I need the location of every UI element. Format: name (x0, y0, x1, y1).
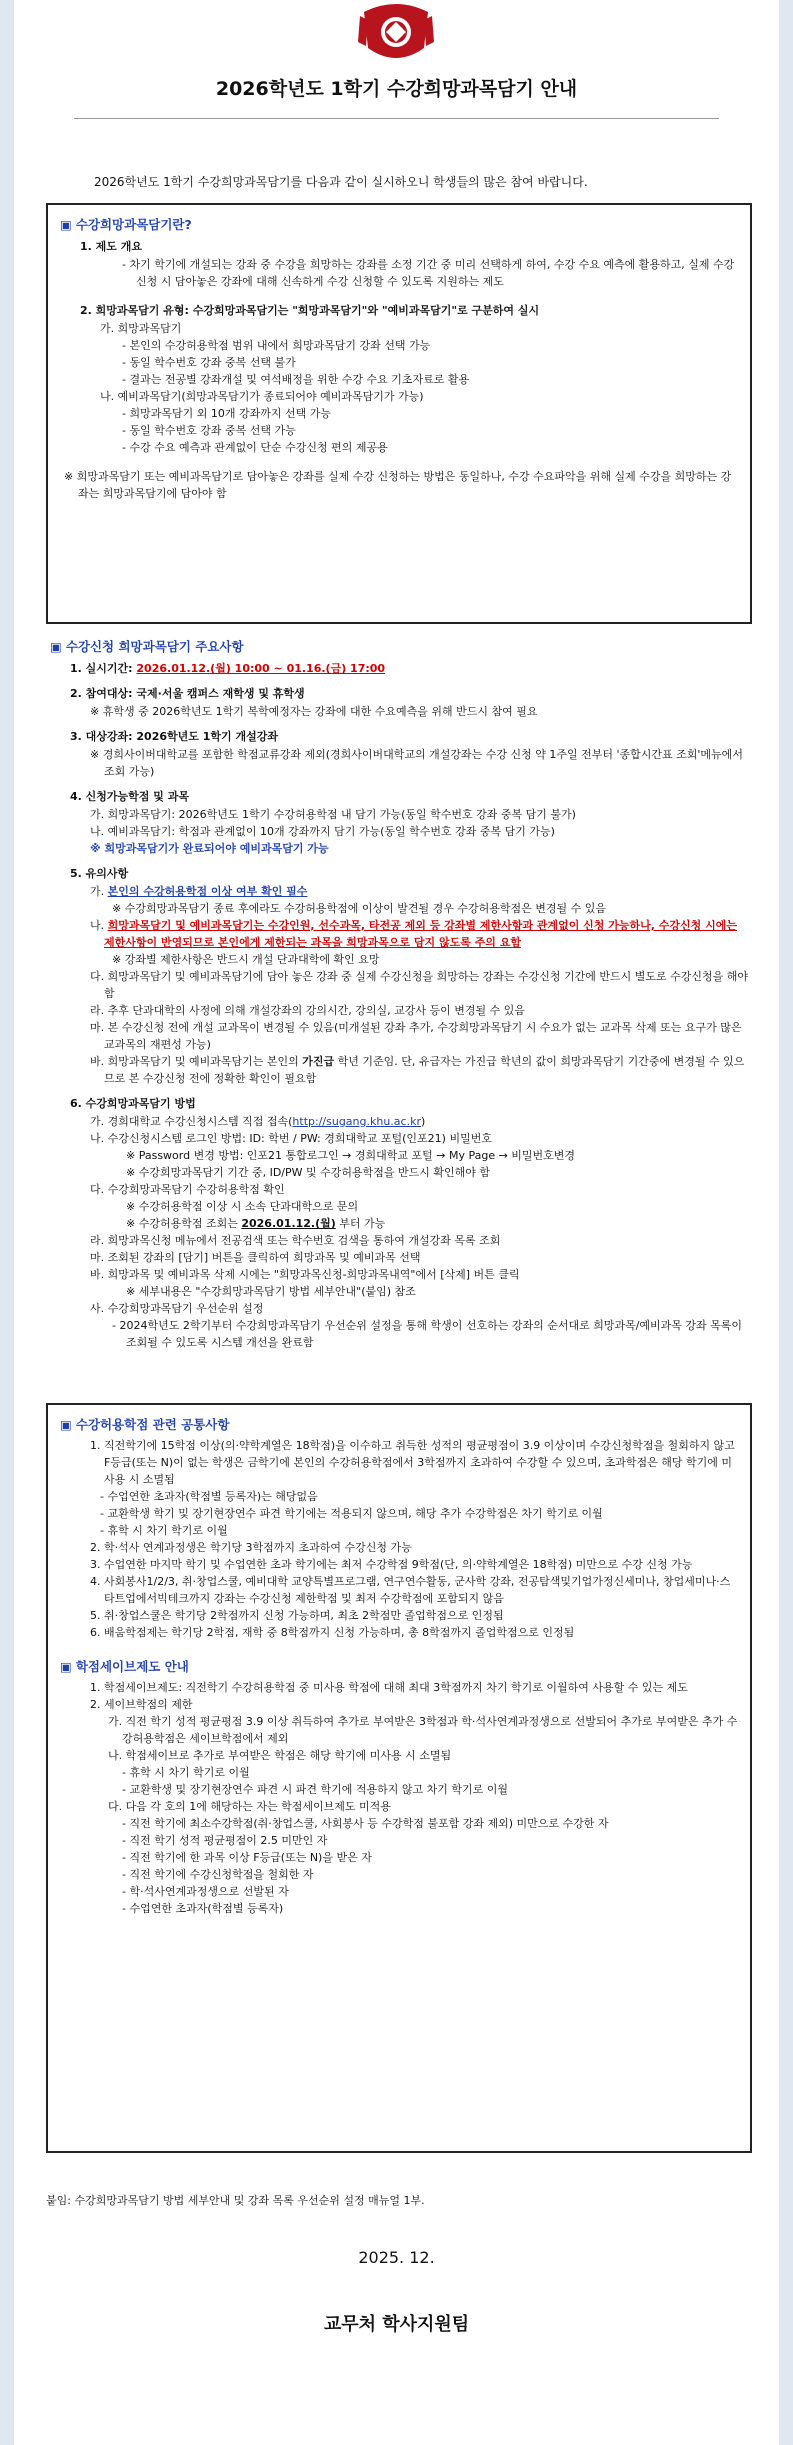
attachment-note: 붙임: 수강희망과목담기 방법 세부안내 및 강좌 목록 우선순위 설정 매뉴얼 1부. (46, 2194, 425, 2207)
list-item: - 동일 학수번호 강좌 중복 선택 불가 (122, 356, 296, 369)
list-item: - 직전 학기에 최소수강학점(취·창업스쿨, 사회봉사 등 수강학점 불포함 강좌 제외) 미만으로 수강한 자 (122, 1817, 609, 1830)
credits-common-4: 4. 사회봉사1/2/3, 취·창업스쿨, 예비대학 교양특별프로그램, 연구연수활동, 군사학 강좌, 전공탐색및기업가정신세미나, 창업세미나·스타트업에서빅테크까지 강좌는 수강신청 제한학점 및 최저 수강학점에 포함되지 않음 (90, 1575, 731, 1605)
period-item: 1. 실시기간: 2026.01.12.(월) 10:00 ~ 01.16.(금) 17:00 (70, 662, 386, 675)
square-bullet-icon: ▣ (50, 639, 62, 654)
credits-common-6: 6. 배움학점제는 학기당 2학점, 재학 중 8학점까지 신청 가능하며, 총 8학점까지 졸업학점으로 인정됨 (90, 1626, 575, 1639)
main-items-section (46, 637, 752, 1351)
university-seal-icon (358, 2, 434, 64)
method-ma: 마. 조회된 강좌의 [담기] 버튼을 클릭하여 희망과목 및 예비과목 선택 (90, 1251, 421, 1264)
credits-heading: ▣ 수강허용학점 관련 공통사항 (60, 1417, 230, 1432)
main-items-heading: ▣ 수강신청 희망과목담기 주요사항 (50, 639, 244, 654)
caution-item: 5. 유의사항 (70, 867, 129, 880)
list-item: - 직전 학기 성적 평균평점이 2.5 미만인 자 (122, 1834, 328, 1847)
overview-item-1: 1. 제도 개요 (80, 240, 142, 253)
sugang-link[interactable]: http://sugang.khu.ac.kr (292, 1115, 421, 1128)
square-bullet-icon: ▣ (60, 217, 72, 232)
list-item: - 결과는 전공별 강좌개설 및 여석배정을 위한 수강 수요 기초자료로 활용 (122, 373, 470, 386)
list-item: - 본인의 수강허용학점 범위 내에서 희망과목담기 강좌 선택 가능 (122, 339, 431, 352)
issuer-signature: 교무처 학사지원팀 (323, 2314, 470, 2335)
credits-common-1: 1. 직전학기에 15학점 이상(의·약학계열은 18학점)을 이수하고 취득한 성적의 평균평점이 3.9 이상이며 수강신청학점을 철회하지 않고 F등급(또는 N)이 없는 학생은 금학기에 본인의 수강허용학점에서 3학점까지 초과하여 수강할 수 있으며, 초과학점은 해당 학기에 미사용 시 소멸됨 (90, 1439, 735, 1486)
method-da-note-1: ※ 수강허용학점 이상 시 소속 단과대학으로 문의 (126, 1200, 359, 1213)
save-item-2-na: 나. 학점세이브로 추가로 부여받은 학점은 해당 학기에 미사용 시 소멸됨 (108, 1749, 452, 1762)
save-heading: ▣ 학점세이브제도 안내 (60, 1659, 189, 1674)
credits-note: ※ 희망과목담기가 완료되어야 예비과목담기 가능 (90, 842, 329, 855)
list-item: - 휴학 시 차기 학기로 이월 (100, 1524, 228, 1537)
method-da: 다. 수강희망과목담기 수강허용학점 확인 (90, 1183, 285, 1196)
notice-page (14, 0, 779, 2445)
caution-ga: 가. 본인의 수강허용학점 이상 여부 확인 필수 (90, 885, 308, 898)
caution-ma: 마. 본 수강신청 전에 개설 교과목이 변경될 수 있음(미개설된 강좌 추가, 수강희망과목담기 시 수요가 없는 교과목 삭제 또는 요구가 많은 교과목의 재편성 가능) (90, 1021, 742, 1051)
target-note: ※ 휴학생 중 2026학년도 1학기 복학예정자는 강좌에 대한 수요예측을 위해 반드시 참여 필요 (90, 705, 538, 718)
course-note: ※ 경희사이버대학교를 포함한 학점교류강좌 제외(경희사이버대학교의 개설강좌는 수강 신청 약 1주일 전부터 '종합시간표 조회'메뉴에서 조회 가능) (90, 748, 743, 778)
credits-common-3: 3. 수업연한 마지막 학기 및 수업연한 초과 학기에는 최저 수강학점 9학점(단, 의·약학계열은 18학점) 미만으로 수강 신청 가능 (90, 1558, 693, 1571)
list-item: - 직전 학기에 한 과목 이상 F등급(또는 N)을 받은 자 (122, 1851, 372, 1864)
target-item: 2. 참여대상: 국제·서울 캠퍼스 재학생 및 휴학생 (70, 687, 305, 700)
method-ga: 가. 경희대학교 수강신청시스템 직접 접속(http://sugang.khu.ac.kr) (90, 1115, 426, 1128)
issue-date: 2025. 12. (358, 2248, 435, 2267)
list-item: - 수강 수요 예측과 관계없이 단순 수강신청 편의 제공용 (122, 441, 388, 454)
credits-box (46, 1403, 752, 2153)
caution-ga-note: ※ 수강희망과목담기 종료 후에라도 수강허용학점에 이상이 발견될 경우 수강허용학점은 변경될 수 있음 (112, 902, 606, 915)
list-item: - 직전 학기에 수강신청학점을 철회한 자 (122, 1868, 314, 1881)
method-da-note-2: ※ 수강허용학점 조회는 2026.01.12.(월) 부터 가능 (126, 1217, 386, 1230)
overview-item-2-na: 나. 예비과목담기(희망과목담기가 종료되어야 예비과목담기가 가능) (100, 390, 424, 403)
method-na-note-1: ※ Password 변경 방법: 인포21 통합로그인 → 경희대학교 포털 → My Page → 비밀번호변경 (126, 1149, 576, 1162)
caution-na-note: ※ 강좌별 제한사항은 반드시 개설 단과대학에 확인 요망 (112, 953, 380, 966)
caution-ra: 라. 추후 단과대학의 사정에 의해 개설강좌의 강의시간, 강의실, 교강사 등이 변경될 수 있음 (90, 1004, 525, 1017)
method-ra: 라. 희망과목신청 메뉴에서 전공검색 또는 학수번호 검색을 통하여 개설강좌 목록 조회 (90, 1234, 501, 1247)
overview-item-2-ga: 가. 희망과목담기 (100, 322, 182, 335)
caution-da: 다. 희망과목담기 및 예비과목담기에 담아 놓은 강좌 중 실제 수강신청을 희망하는 강좌는 수강신청 기간에 반드시 별도로 수강신청을 해야 함 (90, 970, 748, 1000)
list-item: - 교환학생 학기 및 장기현장연수 파견 학기에는 적용되지 않으며, 해당 추가 수강학점은 차기 학기로 이월 (100, 1507, 603, 1520)
overview-box (46, 203, 752, 624)
list-item: - 교환학생 및 장기현장연수 파견 시 파견 학기에 적용하지 않고 차기 학기로 이월 (122, 1783, 508, 1796)
page-title: 2026학년도 1학기 수강희망과목담기 안내 (215, 78, 578, 100)
square-bullet-icon: ▣ (60, 1659, 72, 1674)
save-item-1: 1. 학점세이브제도: 직전학기 수강허용학점 중 미사용 학점에 대해 최대 3학점까지 차기 학기로 이월하여 사용할 수 있는 제도 (90, 1681, 688, 1694)
credits-item: 4. 신청가능학점 및 과목 (70, 790, 189, 803)
method-sa-text: - 2024학년도 2학기부터 수강희망과목담기 우선순위 설정을 통해 학생이 선호하는 강좌의 순서대로 희망과목/예비과목 강좌 목록이 조회될 수 있도록 시스템 개선을 완료함 (112, 1319, 743, 1349)
method-sa: 사. 수강희망과목담기 우선순위 설정 (90, 1302, 264, 1315)
overview-heading: ▣ 수강희망과목담기란? (60, 217, 192, 232)
list-item: - 학·석사연계과정생으로 선발된 자 (122, 1885, 289, 1898)
caution-ba: 바. 희망과목담기 및 예비과목담기는 본인의 가진급 학년 기준임. 단, 유급자는 가진급 학년의 값이 희망과목담기 기간중에 변경될 수 있으므로 본 수강신청 전에 정확한 확인이 필요함 (90, 1055, 745, 1085)
list-item: - 수업연한 초과자(학점별 등록자) (122, 1902, 284, 1915)
course-item: 3. 대상강좌: 2026학년도 1학기 개설강좌 (70, 730, 278, 743)
overview-item-2: 2. 희망과목담기 유형: 수강희망과목담기는 "희망과목담기"와 "예비과목담기"로 구분하여 실시 (80, 304, 540, 317)
credits-na: 나. 예비과목담기: 학점과 관계없이 10개 강좌까지 담기 가능(동일 학수번호 강좌 중복 담기 가능) (90, 825, 555, 838)
credits-ga: 가. 희망과목담기: 2026학년도 1학기 수강허용학점 내 담기 가능(동일 학수번호 강좌 중복 담기 불가) (90, 808, 576, 821)
method-ba: 바. 희망과목 및 예비과목 삭제 시에는 "희망과목신청-희망과목내역"에서 [삭제] 버튼 클릭 (90, 1268, 520, 1281)
credits-common-2: 2. 학·석사 연계과정생은 학기당 3학점까지 초과하여 수강신청 가능 (90, 1541, 412, 1554)
list-item: - 휴학 시 차기 학기로 이월 (122, 1766, 250, 1779)
overview-note: ※ 희망과목담기 또는 예비과목담기로 담아놓은 강좌를 실제 수강 신청하는 방법은 동일하나, 수강 수요파악을 위해 실제 수강을 희망하는 강좌는 희망과목담기에 담아야 함 (64, 470, 732, 500)
save-item-2-da: 다. 다음 각 호의 1에 해당하는 자는 학점세이브제도 미적용 (108, 1800, 391, 1813)
method-na: 나. 수강신청시스템 로그인 방법: ID: 학번 / PW: 경희대학교 포털(인포21) 비밀번호 (90, 1132, 492, 1145)
square-bullet-icon: ▣ (60, 1417, 72, 1432)
intro-text: 2026학년도 1학기 수강희망과목담기를 다음과 같이 실시하오니 학생들의 많은 참여 바랍니다. (94, 175, 588, 189)
list-item: - 수업연한 초과자(학점별 등록자)는 해당없음 (100, 1490, 318, 1503)
method-ba-note: ※ 세부내용은 "수강희망과목담기 방법 세부안내"(붙임) 참조 (126, 1285, 416, 1298)
list-item: - 희망과목담기 외 10개 강좌까지 선택 가능 (122, 407, 331, 420)
credits-common-5: 5. 취·창업스쿨은 학기당 2학점까지 신청 가능하며, 최초 2학점만 졸업학점으로 인정됨 (90, 1609, 504, 1622)
overview-item-1-text: - 차기 학기에 개설되는 강좌 중 수강을 희망하는 강좌를 소정 기간 중 미리 선택하게 하여, 수강 수요 예측에 활용하고, 실제 수강신청 시 담아놓은 강좌에 대해 신속하게 수강 신청할 수 있도록 지원하는 제도 (122, 258, 735, 288)
title-divider (74, 118, 719, 119)
method-item: 6. 수강희망과목담기 방법 (70, 1097, 196, 1110)
method-na-note-2: ※ 수강희망과목담기 기간 중, ID/PW 및 수강허용학점을 반드시 확인해야 함 (126, 1166, 491, 1179)
list-item: - 동일 학수번호 강좌 중복 선택 가능 (122, 424, 296, 437)
save-item-2: 2. 세이브학점의 제한 (90, 1698, 193, 1711)
period-value: 2026.01.12.(월) 10:00 ~ 01.16.(금) 17:00 (136, 662, 386, 675)
save-item-2-ga: 가. 직전 학기 성적 평균평점 3.9 이상 취득하여 추가로 부여받은 3학점과 학·석사연계과정생으로 선발되어 추가로 부여받은 추가 수강허용학점은 세이브학점에서 제외 (108, 1715, 738, 1745)
caution-na: 나. 희망과목담기 및 예비과목담기는 수강인원, 선수과목, 타전공 제외 등 강좌별 제한사항과 관계없이 신청 가능하나, 수강신청 시에는 제한사항이 반영되므로 본인에게 제한되는 과목을 희망과목으로 담지 않도록 주의 요함 (90, 919, 737, 949)
